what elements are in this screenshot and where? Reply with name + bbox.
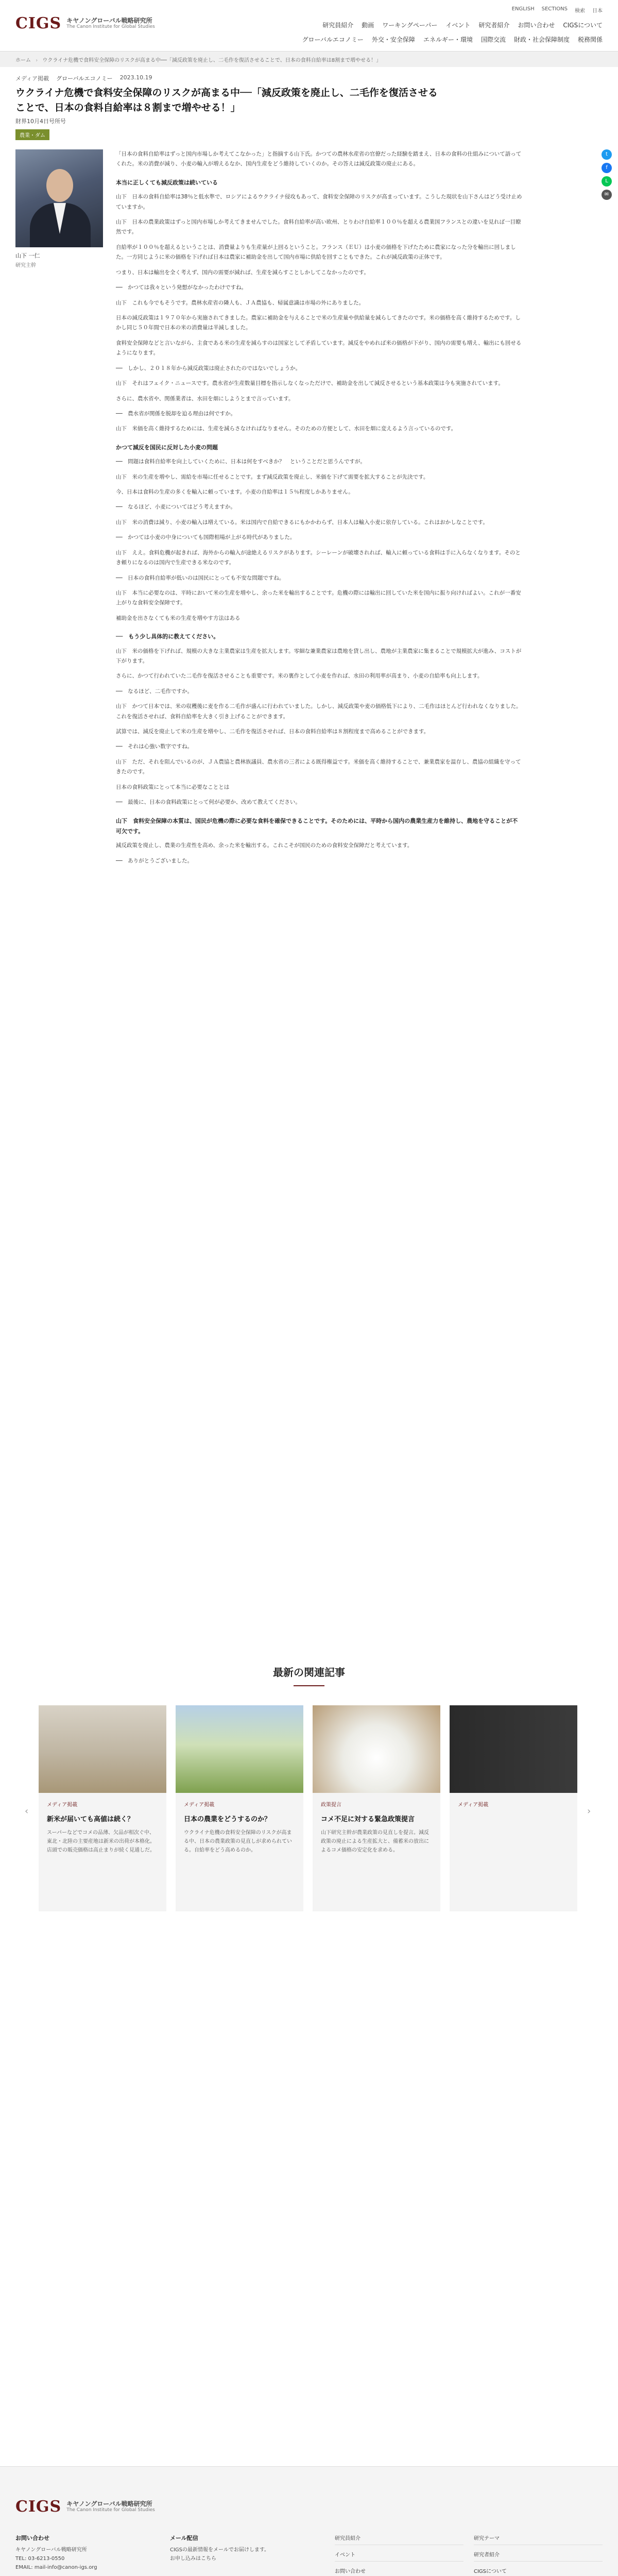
logo-ja: キヤノングローバル戦略研究所 xyxy=(66,16,152,24)
section-heading: ── もう少し具体的に教えてください。 xyxy=(116,633,219,640)
site-logo[interactable] xyxy=(15,14,155,32)
util-link-english[interactable]: ENGLISH xyxy=(511,6,535,12)
topic-diplomacy[interactable]: 外交・安全保障 xyxy=(371,36,415,43)
section-heading: 山下 食料安全保障の本質は、国民が危機の際に必要な食料を確保できることです。そのためには、平時から国内の農業生産力を維持し、農地を守ることが不可欠です。 xyxy=(116,817,518,835)
card-title: 日本の農業をどうするのか？ xyxy=(184,1816,271,1823)
author-role: 研究主幹 xyxy=(15,263,36,268)
breadcrumb xyxy=(0,52,618,67)
carousel-prev-icon[interactable]: ‹ xyxy=(25,1806,29,1817)
card-desc: 山下研究主幹が農業政策の見直しを提言。減反政策の廃止による生産拡大と、備蓄米の放出によるコメ価格の安定化を求める。 xyxy=(321,1830,429,1853)
logo-en: The Canon Institute for Global Studies xyxy=(66,24,155,30)
article-text xyxy=(116,149,523,871)
section-heading: かつて減反を国民に反対した小麦の問題 xyxy=(116,444,218,451)
topic-energy[interactable]: エネルギー・環境 xyxy=(423,36,473,43)
article-paragraph: 山下 それはフェイク・ニュースです。農水省が生産数量目標を指示しなくなっただけで、補助金を出して減反させるという基本政策は今も実施されています。 xyxy=(116,380,504,387)
related-underline xyxy=(294,1685,324,1686)
logo-mark: CIGS xyxy=(15,14,62,32)
article-paragraph: 山下 かつて日本では、米の収穫後に麦を作る二毛作が盛んに行われていました。しかし、減反政策や麦の価格低下により、二毛作はほとんど行われなくなりました。これを復活させれば、食料自給率を大きく引き上げることができます。 xyxy=(116,703,522,720)
related-articles xyxy=(0,1664,618,1973)
footer-link[interactable]: 研究者紹介 xyxy=(474,2550,603,2562)
topic-fiscal[interactable]: 財政・社会保障制度 xyxy=(513,36,570,43)
nav-videos[interactable]: 動画 xyxy=(362,22,374,29)
article-paragraph: 山下 米の消費は減り、小麦の輸入は増えている。米は国内で自給できるにもかかわらず、日本人は輸入小麦に依存している。これはおかしなことです。 xyxy=(116,519,488,526)
footer-contact-line: キヤノングローバル戦略研究所 xyxy=(15,2547,87,2553)
article-paragraph: さらに、農水省や、関係業者は、水田を畑にしようとまで言っています。 xyxy=(116,395,294,402)
mail-icon[interactable]: ✉ xyxy=(602,190,612,200)
share-buttons xyxy=(602,149,613,203)
utility-nav xyxy=(512,6,603,14)
util-link-japanese[interactable]: 日本 xyxy=(592,8,603,14)
article-paragraph: 山下 本当に必要なのは、平時において米の生産を増やし、余った米を輸出することです。危機の際には輸出に回していた米を国内に振り向ければよい。これが一番安上がりな食料安全保障です。 xyxy=(116,589,521,606)
author-name[interactable]: 山下 一仁 xyxy=(15,252,40,259)
section-heading: 本当に正しくても減反政策は続いている xyxy=(116,179,218,186)
article-paragraph: 山下 これも今でもそうです。農林水産省の隣人も、ＪＡ農協も、帰属意識は市場の外にありました。 xyxy=(116,299,365,306)
site-header xyxy=(0,0,618,52)
article-paragraph: 食料安全保障などと言いながら、主食である米の生産を減らすのは国家として矛盾しています。減反をやめれば米の価格が下がり、国内の需要も増え、輸出にも回せるようになります。 xyxy=(116,340,522,357)
article-paragraph: 山下 米の価格を下げれば、規模の大きな主業農家は生産を拡大します。零細な兼業農家は農地を貸し出し、農地が主業農家に集まることで規模拡大が進み、コストが下がります。 xyxy=(116,648,522,664)
topic-global-economy[interactable]: グローバルエコノミー xyxy=(302,36,364,43)
nav-about[interactable]: CIGSについて xyxy=(563,22,603,29)
card-image xyxy=(450,1705,577,1793)
card-category: メディア掲載 xyxy=(47,1802,78,1808)
site-footer xyxy=(0,2466,618,2576)
article-paragraph: ── かつては小麦の中身についても国際相場が上がる時代がありました。 xyxy=(116,534,296,541)
footer-mail-heading: メール配信 xyxy=(170,2535,198,2541)
article-paragraph: ── しかし、２０１８年から減反政策は廃止されたのではないでしょうか。 xyxy=(116,365,301,371)
main-nav xyxy=(322,21,603,29)
article-paragraph: ── かつては我々という発想がなかったわけですね。 xyxy=(116,284,247,291)
footer-mail xyxy=(170,2534,309,2563)
footer-link[interactable]: お問い合わせ xyxy=(335,2567,464,2576)
related-card[interactable] xyxy=(39,1705,166,1911)
twitter-icon[interactable]: t xyxy=(602,149,612,160)
article-paragraph: つまり、日本は輸出を全く考えず、国内の需要が減れば、生産を減らすことしかしてこなかったのです。 xyxy=(116,269,369,276)
article-meta xyxy=(15,74,603,82)
footer-link[interactable]: 研究員紹介 xyxy=(335,2534,464,2545)
author-photo xyxy=(15,149,103,247)
article-type: メディア掲載 xyxy=(15,75,49,82)
card-title: コメ不足に対する緊急政策提言 xyxy=(321,1816,415,1823)
article-paragraph: さらに、かつて行われていた二毛作を復活させることも重要です。米の裏作として小麦を作れば、水田の利用率が高まり、小麦の自給率も向上します。 xyxy=(116,673,483,680)
article-paragraph: 山下 日本の農業政策はずっと国内市場しか考えてきませんでした。食料自給率が高い欧州、とりわけ自給率１００％を超える農業国フランスとの違いを見れば一目瞭然です。 xyxy=(116,219,521,235)
nav-events[interactable]: イベント xyxy=(445,22,471,29)
topic-intl-exchange[interactable]: 国際交流 xyxy=(480,36,506,43)
article-paragraph: ── 農水省が関係を脱却を迫る理由は何ですか。 xyxy=(116,410,236,417)
footer-link[interactable]: CIGSについて xyxy=(474,2567,603,2576)
footer-mail-link[interactable]: お申し込みはこちら xyxy=(170,2555,216,2562)
article-paragraph: ── 日本の食料自給率が低いのは国民にとっても不安な問題ですね。 xyxy=(116,574,285,581)
related-card[interactable] xyxy=(450,1705,577,1911)
card-title: 新米が届いても高値は続く？ xyxy=(47,1816,134,1823)
nav-contact[interactable]: お問い合わせ xyxy=(518,22,555,29)
article-tag[interactable]: 農業・ダム xyxy=(15,129,49,140)
article-title: ウクライナ危機で食料安全保障のリスクが高まる中──「減反政策を廃止し、二毛作を復活させることで、日本の食料自給率は８割まで増やせる！」 xyxy=(15,87,438,113)
article-header xyxy=(0,67,618,140)
article-paragraph: ── 最後に、日本の食料政策にとって何が必要か、改めて教えてください。 xyxy=(116,799,301,806)
related-title: 最新の関連記事 xyxy=(273,1666,345,1679)
util-link-search[interactable]: 検索 xyxy=(575,8,585,14)
footer-links xyxy=(335,2534,603,2576)
footer-contact xyxy=(15,2534,154,2572)
article-paragraph: ── それは心強い数字ですね。 xyxy=(116,743,193,750)
card-image xyxy=(176,1705,303,1793)
author-block xyxy=(15,149,103,268)
facebook-icon[interactable]: f xyxy=(602,163,612,173)
article-paragraph: 山下 ええ。食料危機が起きれば、海外からの輸入が途絶えるリスクがあります。シーレーンが破壊されれば、輸入に頼っている食料は手に入らなくなります。そのとき頼りになるのは国内で生産できる米なのです。 xyxy=(116,549,521,566)
footer-mail-line: CIGSの最新情報をメールでお届けします。 xyxy=(170,2547,270,2553)
card-category: 政策提言 xyxy=(321,1802,341,1808)
related-card[interactable] xyxy=(176,1705,303,1911)
article-paragraph: 山下 ただ、それを阻んでいるのが、ＪＡ農協と農林族議員、農水省の三者による既得権益です。米価を高く維持することで、兼業農家を温存し、農協の組織を守ってきたのです。 xyxy=(116,758,521,775)
footer-link[interactable]: 研究テーマ xyxy=(474,2534,603,2545)
footer-link[interactable]: イベント xyxy=(335,2550,464,2562)
line-icon[interactable]: L xyxy=(602,176,612,187)
card-image xyxy=(313,1705,440,1793)
article-paragraph: 今、日本は食料の生産の多くを輸入に頼っています。小麦の自給率は１５％程度しかありません。 xyxy=(116,488,354,495)
article-date: 2023.10.19 xyxy=(119,74,152,81)
util-link-sections[interactable]: SECTIONS xyxy=(541,6,568,12)
card-category: メディア掲載 xyxy=(458,1802,489,1808)
article-paragraph: ── なるほど、二毛作ですか。 xyxy=(116,688,193,694)
article-category[interactable]: グローバルエコノミー xyxy=(56,75,113,82)
card-desc: スーパーなどでコメの品薄、欠品が相次ぐ中、東北・北陸の主要産地は新米の出荷が本格化。店頭での販売価格は高止まりが続く見通しだ。 xyxy=(47,1830,155,1853)
related-cards xyxy=(39,1705,577,1911)
footer-contact-line[interactable]: EMAIL: mail-info@canon-igs.org xyxy=(15,2564,97,2570)
article-paragraph: 自給率が１００％を超えるということは、消費量よりも生産量が上回るということ。フランス（ＥＵ）は小麦の価格を下げたために農家になった分を輸出に回しました。一方同じように米の価格を下げれば日本は農家に補助金を出して国内市場に供給を回すこともできた。これが減反政策の正体です。 xyxy=(116,244,516,261)
article-paragraph: 山下 米価を高く維持するためには、生産を減らさなければなりません。そのための方便として、水田を畑に変えるよう言っているのです。 xyxy=(116,426,457,432)
card-category: メディア掲載 xyxy=(184,1802,215,1808)
footer-contact-line: TEL: 03-6213-0550 xyxy=(15,2555,65,2562)
footer-logo-en: The Canon Institute for Global Studies xyxy=(66,2507,155,2513)
topic-tax[interactable]: 税務関係 xyxy=(577,36,603,43)
card-desc: ウクライナ危機の食料安全保障のリスクが高まる中、日本の農業政策の見直しが求められている。自給率をどう高めるのか。 xyxy=(184,1830,292,1853)
article-paragraph: 「日本の食料自給率はずっと国内市場しか考えてこなかった」と指摘する山下氏。かつての農林水産省の官僚だった経験を踏まえ、日本の食料の仕組みについて語ってくれた。米の消費が減り、小麦の輸入が増えるなか、国内生産をどう維持していくのか。その答えは減反政策の廃止にある。 xyxy=(116,151,522,167)
footer-logo-ja: キヤノングローバル戦略研究所 xyxy=(66,2500,152,2507)
nav-working-papers[interactable]: ワーキングペーパー xyxy=(382,22,438,29)
article-paragraph: 減反政策を廃止し、農業の生産性を高め、余った米を輸出する。これこそが国民のための食料安全保障だと考えています。 xyxy=(116,842,413,849)
nav-researchers[interactable]: 研究員紹介 xyxy=(322,22,354,29)
article-paragraph: 試算では、減反を廃止して米の生産を増やし、二毛作を復活させれば、日本の食料自給率は８割程度まで高めることができます。 xyxy=(116,728,430,735)
article-paragraph: 山下 日本の食料自給率は38％と低水準で、ロシアによるウクライナ侵攻もあって、食料安全保障のリスクが高まっています。こうした現状を山下さんはどう受け止めていますか。 xyxy=(116,194,522,210)
publication-note: 財界10月4日号所号 xyxy=(15,118,66,125)
article-paragraph: ── 問題は食料自給率を向上していくために、日本は何をすべきか？ ということだと思うんですが。 xyxy=(116,459,366,465)
article-paragraph: ── ありがとうございました。 xyxy=(116,857,193,864)
article-paragraph: ── なるほど、小麦についてはどう考えますか。 xyxy=(116,504,236,511)
footer-contact-heading: お問い合わせ xyxy=(15,2535,49,2541)
topic-nav xyxy=(302,35,603,44)
related-card[interactable] xyxy=(313,1705,440,1911)
footer-logo-mark: CIGS xyxy=(15,2498,62,2516)
breadcrumb-current: ウクライナ危機で食料安全保障のリスクが高まる中──「減反政策を廃止し、二毛作を復活させることで、日本の食料自給率は8割まで増やせる！」 xyxy=(42,58,382,63)
breadcrumb-separator: › xyxy=(36,58,38,63)
nav-research-intro[interactable]: 研究者紹介 xyxy=(478,22,510,29)
article-paragraph: 補助金を出さなくても米の生産を増やす方法はある xyxy=(116,615,241,621)
footer-logo[interactable] xyxy=(15,2498,155,2516)
article-paragraph: 山下 米の生産を増やし、需給を市場に任せることです。まず減反政策を廃止し、米価を下げて需要を拡大することが先決です。 xyxy=(116,473,429,480)
article-paragraph: 日本の減反政策は１９７０年から実施されてきました。農家に補助金を与えることで米の生産量や供給量を減らしてきたのです。米の価格を高く維持するためです。しかし同じ５０年間で日本の米の消費量は半減しました。 xyxy=(116,314,521,331)
carousel-next-icon[interactable]: › xyxy=(587,1806,591,1817)
card-image xyxy=(39,1705,166,1793)
breadcrumb-home[interactable]: ホーム xyxy=(15,58,31,63)
article-paragraph: 日本の食料政策にとって本当に必要なこととは xyxy=(116,784,230,790)
article-body xyxy=(0,149,618,1643)
